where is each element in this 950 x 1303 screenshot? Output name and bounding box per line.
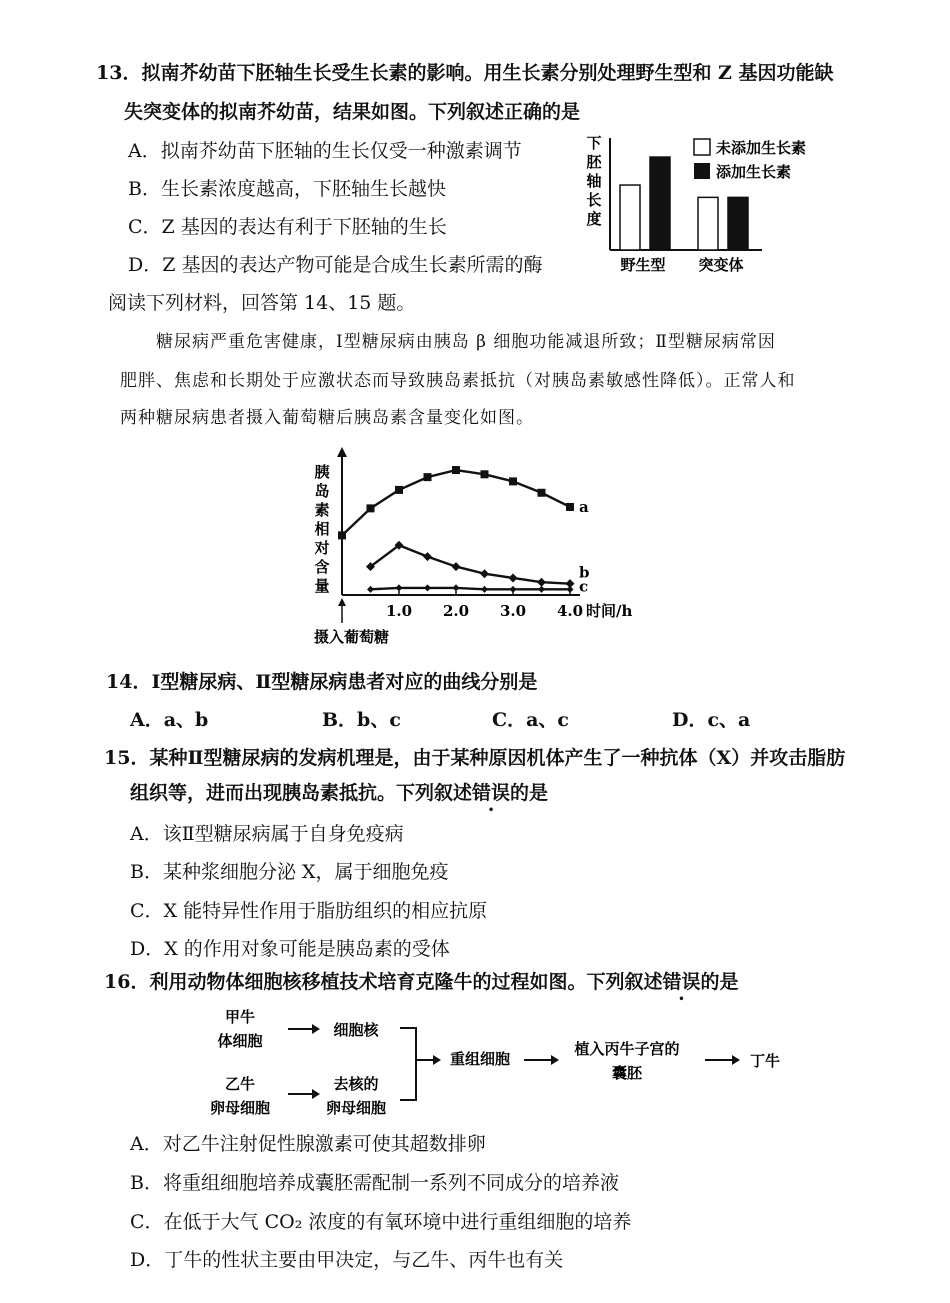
q15-stem-line2 <box>130 784 548 803</box>
node-nucleus: 细胞核 <box>333 1021 379 1039</box>
insulin-ylabel-char-1: 岛 <box>314 482 330 500</box>
insulin-line-chart <box>300 445 640 650</box>
q13-option-c[interactable]: C．Z 基因的表达有利于下胚轴的生长 <box>128 216 447 238</box>
point-a-0 <box>338 531 346 539</box>
point-c-5 <box>510 586 517 593</box>
q13-option-a[interactable]: A．拟南芥幼苗下胚轴的生长仅受一种激素调节 <box>128 140 522 162</box>
bar-chart-ylabel <box>586 134 602 228</box>
node-enucleated-1: 去核的 <box>333 1075 379 1093</box>
material-line3: 两种糖尿病患者摄入葡萄糖后胰岛素含量变化如图。 <box>120 408 534 428</box>
q13-stem-line1: 13．拟南芥幼苗下胚轴生长受生长素的影响。用生长素分别处理野生型和 Z 基因功能缺 <box>96 62 834 84</box>
point-a-1 <box>367 504 375 512</box>
series-label-a: a <box>579 497 589 516</box>
point-b-2 <box>423 552 432 561</box>
q14-option-d[interactable]: D．c、a <box>672 709 751 731</box>
point-b-3 <box>452 562 461 571</box>
point-c-0 <box>367 586 374 593</box>
node-implant-2: 囊胚 <box>611 1064 643 1082</box>
legend-swatch-no-auxin <box>694 139 710 155</box>
q16-option-b[interactable]: B．将重组细胞培养成囊胚需配制一系列不同成分的培养液 <box>130 1172 619 1194</box>
point-c-3 <box>453 584 460 591</box>
ylabel-char-1: 胚 <box>586 153 602 171</box>
point-a-7 <box>538 489 546 497</box>
point-c-1 <box>396 584 403 591</box>
point-c-4 <box>481 586 488 593</box>
q15-option-a[interactable]: A．该Ⅱ型糖尿病属于自身免疫病 <box>130 823 404 845</box>
point-b-4 <box>480 569 489 578</box>
arrowhead-5 <box>732 1055 740 1065</box>
glucose-intake-arrow-head <box>338 598 346 606</box>
node-recombinant-cell: 重组细胞 <box>449 1050 511 1068</box>
insulin-ylabel-char-2: 素 <box>314 501 330 519</box>
q15-option-d[interactable]: D．X 的作用对象可能是胰岛素的受体 <box>130 938 450 960</box>
x-tick-label-4: 4.0 <box>556 602 584 620</box>
insulin-xlabel: 时间/h <box>586 602 633 620</box>
q13-option-b[interactable]: B．生长素浓度越高，下胚轴生长越快 <box>128 178 446 200</box>
series-line-a <box>342 470 570 535</box>
point-c-2 <box>424 584 431 591</box>
q15-option-c[interactable]: C．X 能特异性作用于脂肪组织的相应抗原 <box>130 900 488 922</box>
hypocotyl-bar-chart <box>580 130 830 280</box>
node-enucleated-2: 卵母细胞 <box>325 1099 387 1117</box>
series-line-b <box>371 545 571 583</box>
point-b-6 <box>537 578 546 587</box>
arrowhead-1 <box>312 1024 320 1034</box>
q13-option-d[interactable]: D．Z 基因的表达产物可能是合成生长素所需的酶 <box>128 254 543 276</box>
material-line1: 糖尿病严重危害健康，Ⅰ型糖尿病由胰岛 β 细胞功能减退所致；Ⅱ型糖尿病常因 <box>156 332 776 352</box>
legend-swatch-auxin <box>694 163 710 179</box>
q14-option-b[interactable]: B．b、c <box>322 709 401 731</box>
material-line2: 肥胖、焦虑和长期处于应激状态而导致胰岛素抵抗（对胰岛素敏感性降低）。正常人和 <box>120 371 796 391</box>
point-a-3 <box>424 473 432 481</box>
point-c-7 <box>567 586 574 593</box>
glucose-intake-label: 摄入葡萄糖 <box>314 628 390 646</box>
series-label-b: b <box>579 563 590 582</box>
bracket-merge <box>400 1028 416 1100</box>
q16-option-c[interactable]: C．在低于大气 CO₂ 浓度的有氧环境中进行重组细胞的培养 <box>130 1211 632 1233</box>
insulin-ylabel-char-6: 量 <box>314 577 330 595</box>
insulin-ylabel-char-5: 含 <box>314 558 330 576</box>
point-a-6 <box>509 477 517 485</box>
q16-stem <box>104 973 738 992</box>
q14-stem: 14．Ⅰ型糖尿病、Ⅱ型糖尿病患者对应的曲线分别是 <box>106 671 538 693</box>
node-implant-1: 植入丙牛子宫的 <box>574 1040 680 1058</box>
point-a-8 <box>566 503 574 511</box>
q16-stem-emphasis: 错误 <box>662 971 701 993</box>
insulin-ylabel-char-3: 相 <box>314 520 330 538</box>
q15-stem-line1: 15．某种Ⅱ型糖尿病的发病机理是，由于某种原因机体产生了一种抗体（X）并攻击脂肪 <box>104 747 846 769</box>
q14-option-a[interactable]: A．a、b <box>130 709 209 731</box>
q14-option-c[interactable]: C．a、c <box>492 709 570 731</box>
q15-stem-prefix: 组织等，进而出现胰岛素抵抗。下列叙述 <box>130 782 473 804</box>
point-b-5 <box>509 573 518 582</box>
arrowhead-2 <box>312 1089 320 1099</box>
x-tick-label-2: 2.0 <box>442 602 470 620</box>
point-a-4 <box>452 466 460 474</box>
insulin-ylabel-char-4: 对 <box>314 539 330 557</box>
series-label-c: c <box>579 577 589 596</box>
insulin-y-axis-arrow <box>337 447 347 457</box>
node-jia-cow-1: 甲牛 <box>224 1008 256 1026</box>
q16-stem-prefix: 16．利用动物体细胞核移植技术培育克隆牛的过程如图。下列叙述 <box>104 971 663 993</box>
q15-stem-emphasis: 错误 <box>472 782 511 804</box>
insulin-ylabel <box>313 463 330 595</box>
q16-option-d[interactable]: D．丁牛的性状主要由甲决定，与乙牛、丙牛也有关 <box>130 1249 564 1271</box>
q13-stem-line2: 失突变体的拟南芥幼苗，结果如图。下列叙述正确的是 <box>124 101 581 123</box>
point-a-2 <box>395 486 403 494</box>
ylabel-char-3: 长 <box>586 191 602 209</box>
insulin-ylabel-char-0: 胰 <box>314 463 330 481</box>
bar-mutant-no-auxin <box>698 197 718 250</box>
x-tick-label-3: 3.0 <box>499 602 527 620</box>
cloning-flow-diagram <box>200 1002 800 1127</box>
node-yi-cow-2: 卵母细胞 <box>209 1099 271 1117</box>
bar-wildtype-auxin <box>650 157 670 250</box>
category-label-mutant: 突变体 <box>698 256 744 274</box>
x-tick-label-1: 1.0 <box>385 602 413 620</box>
point-c-6 <box>538 586 545 593</box>
q16-stem-suffix: 的是 <box>700 971 739 993</box>
q16-option-a[interactable]: A．对乙牛注射促性腺激素可使其超数排卵 <box>130 1133 486 1155</box>
node-yi-cow-1: 乙牛 <box>224 1075 256 1093</box>
arrowhead-4 <box>551 1055 559 1065</box>
category-label-wildtype: 野生型 <box>620 256 666 274</box>
legend-label-auxin: 添加生长素 <box>716 163 792 181</box>
ylabel-char-4: 度 <box>586 210 602 228</box>
arrowhead-3 <box>433 1055 441 1065</box>
legend-label-no-auxin: 未添加生长素 <box>716 139 807 157</box>
intro-14-15: 阅读下列材料，回答第 14、15 题。 <box>108 292 416 314</box>
bar-wildtype-no-auxin <box>620 185 640 250</box>
point-a-5 <box>481 470 489 478</box>
q15-stem-suffix: 的是 <box>510 782 549 804</box>
q15-option-b[interactable]: B．某种浆细胞分泌 X，属于细胞免疫 <box>130 861 449 883</box>
bar-mutant-auxin <box>728 197 748 250</box>
ylabel-char-2: 轴 <box>586 172 602 190</box>
node-ding-cow: 丁牛 <box>749 1052 781 1070</box>
node-jia-cow-2: 体细胞 <box>217 1032 263 1050</box>
ylabel-char-0: 下 <box>586 134 602 152</box>
